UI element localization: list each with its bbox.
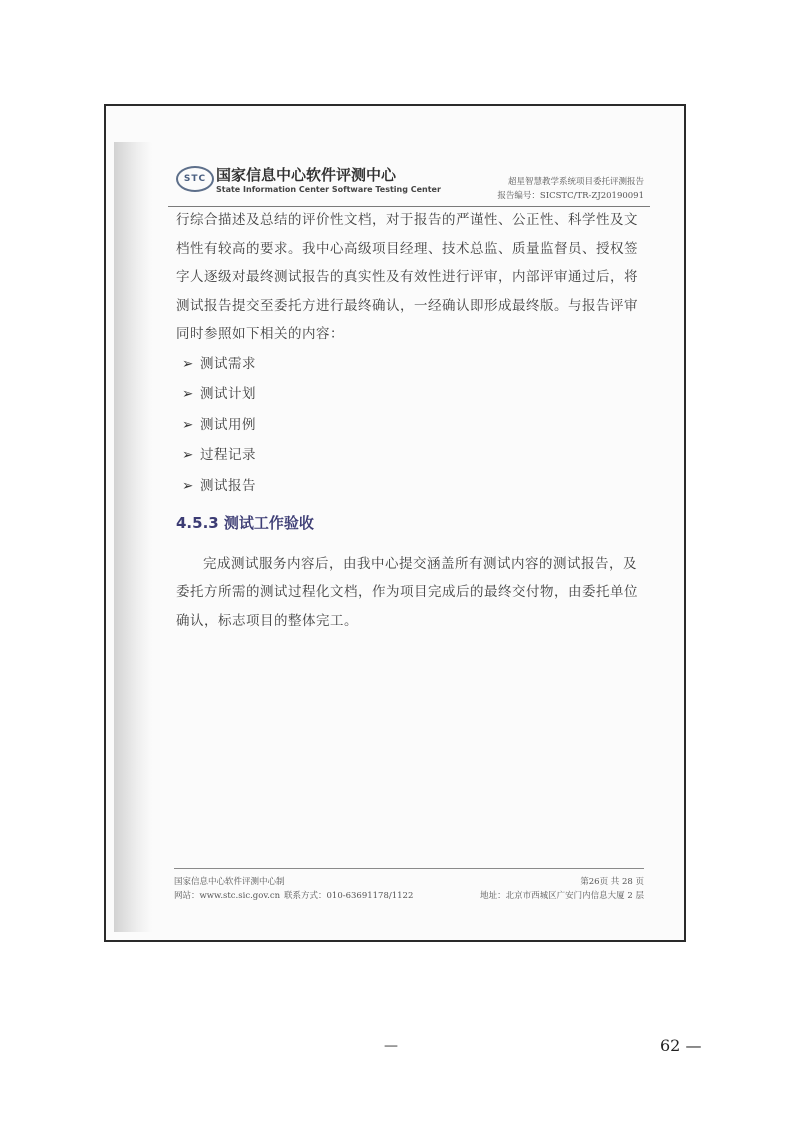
section-heading: 4.5.3 测试工作验收 [176,514,314,532]
arrow-bullet-icon: ➢ [182,386,194,402]
binding-shadow [114,142,152,932]
footer-contact: 联系方式：010-63691178/1122 [284,891,414,901]
footer-website: 网站：www.stc.sic.gov.cn [174,891,281,901]
project-title: 超星智慧教学系统项目委托评测报告 [507,177,644,187]
list-item: ➢ 测试用例 [182,410,646,441]
paragraph-evaluation: 行综合描述及总结的评价性文档，对于报告的严谨性、公正性、科学性及文档性有较高的要求。我中心高级项目经理、技术总监、质量监督员、授权签字人逐级对最终测试报告的真实性及有效性进行评审，内部评审通过后，将测试报告提交至委托方进行最终确认，一经确认即形成最终版。与报告评审同时参照如下相关的内容： [176,212,638,342]
org-name-en: State Information Center Software Testing Center [216,185,441,194]
footer-org: 国家信息中心软件评测中心制 [174,877,285,887]
page-header [168,162,650,207]
arrow-bullet-icon: ➢ [182,477,194,494]
page-number: 62 — [660,1036,702,1055]
paragraph-acceptance: 完成测试服务内容后，由我中心提交涵盖所有测试内容的测试报告，及委托方所需的测试过程化文档，作为项目完成后的最终交付物，由委托单位确认，标志项目的整体完工。 [176,555,638,629]
report-number: 报告编号：SICSTC/TR-ZJ20190091 [497,191,644,201]
footer-page-info: 第26页 共 28 页 [580,877,644,887]
arrow-bullet-icon: ➢ [182,416,194,433]
page-footer [174,868,644,911]
list-item: ➢ 测试报告 [182,471,646,502]
stc-logo: STC [176,166,214,192]
body-content [176,206,646,635]
arrow-bullet-icon: ➢ [182,355,194,372]
list-item: ➢ 过程记录 [182,440,646,471]
scanned-page [104,104,686,942]
list-item: ➢ 测试需求 [182,349,646,380]
footer-address: 地址：北京市西城区广安门内信息大厦 2 层 [480,891,644,901]
list-item: ➢ 测试计划 [182,379,646,410]
org-name-cn: 国家信息中心软件评测中心 [216,166,397,184]
page-dash: — [384,1038,398,1054]
arrow-bullet-icon: ➢ [182,447,194,463]
bullet-list [176,349,646,502]
